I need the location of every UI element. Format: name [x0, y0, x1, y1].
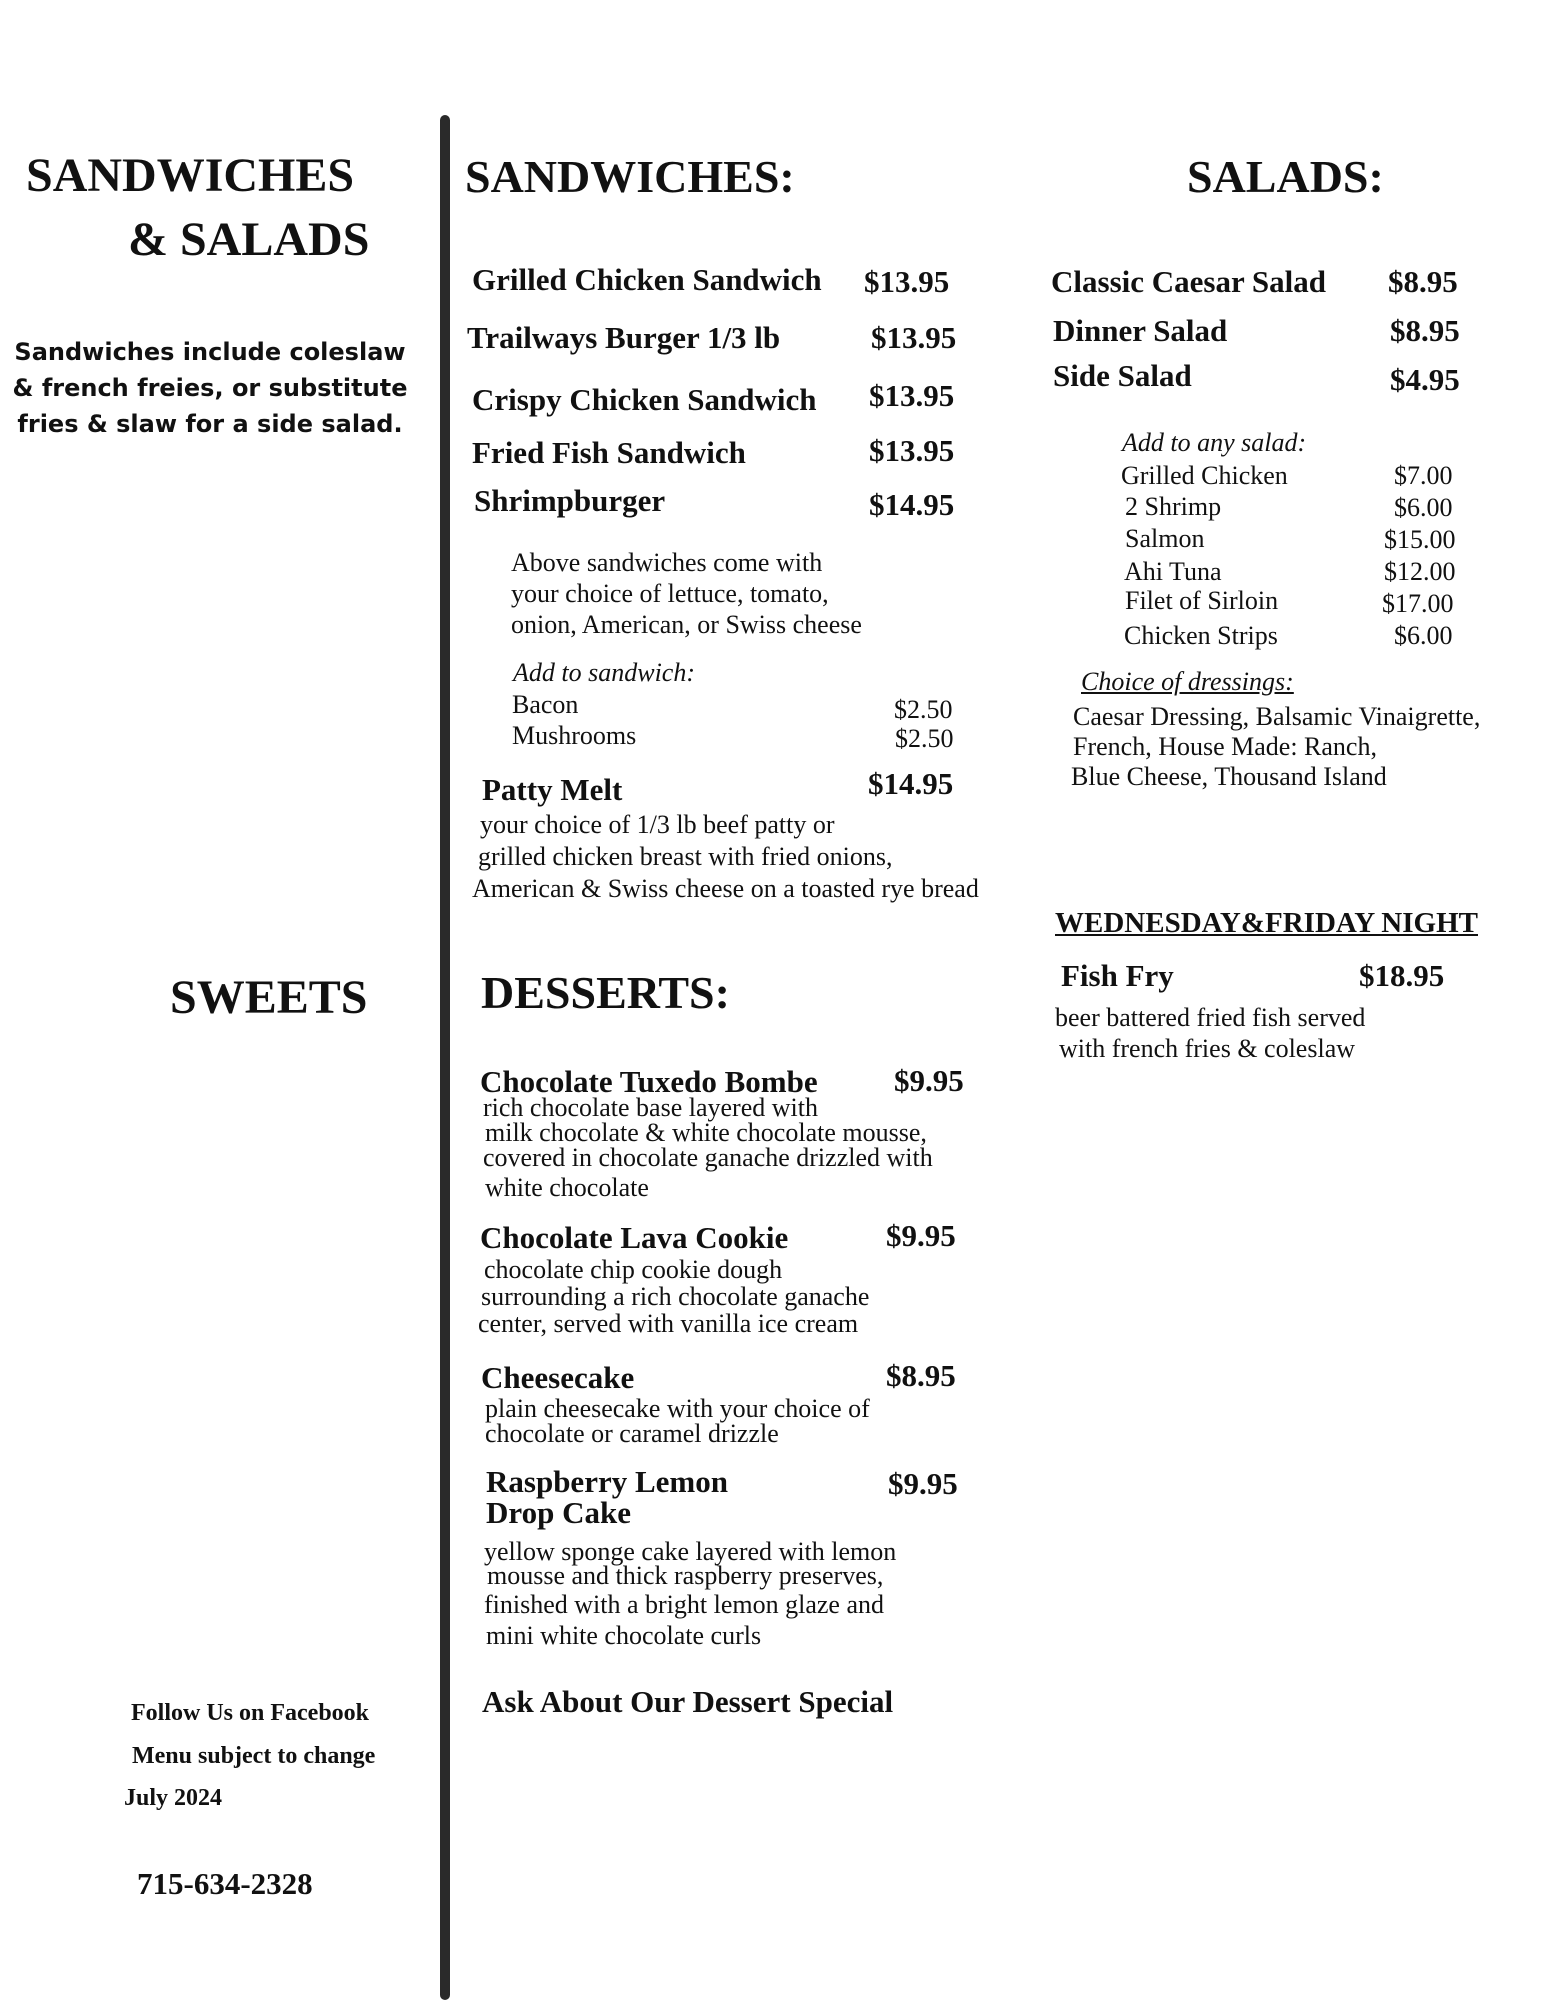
dessert-name-line: Raspberry Lemon [486, 1464, 728, 1499]
side-sweets-heading: SWEETS [170, 971, 368, 1024]
sandwich-item-price: $13.95 [869, 378, 955, 413]
dessert-item-price: $9.95 [888, 1466, 958, 1501]
salad-item-name: Side Salad [1053, 358, 1192, 393]
salad-item-price: $8.95 [1390, 313, 1460, 348]
dressings-label: Choice of dressings: [1081, 667, 1294, 696]
dressings-line: Caesar Dressing, Balsamic Vinaigrette, [1073, 702, 1481, 731]
dessert-item-name: Chocolate Lava Cookie [480, 1220, 789, 1255]
patty-melt-price: $14.95 [868, 766, 954, 801]
dessert-item-price: $8.95 [886, 1358, 956, 1393]
dessert-desc-line: mini white chocolate curls [486, 1621, 762, 1650]
sandwich-item-price: $13.95 [864, 264, 950, 299]
dessert-item-name: Cheesecake [481, 1360, 635, 1395]
sandwich-addon-price: $2.50 [894, 695, 953, 724]
salad-item-name: Dinner Salad [1053, 313, 1228, 348]
dessert-item-price: $9.95 [894, 1063, 964, 1098]
side-note-line: Sandwiches include coleslaw [14, 338, 406, 366]
dessert-desc-line: chocolate or caramel drizzle [485, 1419, 779, 1448]
sandwiches-note-line: onion, American, or Swiss cheese [511, 610, 862, 639]
dessert-desc-line: covered in chocolate ganache drizzled with [483, 1143, 933, 1172]
side-note-line: & french freies, or substitute [12, 374, 408, 402]
dessert-description [483, 1095, 933, 1200]
salad-addon-name: Ahi Tuna [1124, 557, 1222, 586]
salad-addon-name: 2 Shrimp [1125, 492, 1222, 521]
sandwich-addon-price: $2.50 [895, 724, 954, 753]
sandwiches-note [511, 547, 862, 640]
column-divider [440, 115, 450, 2000]
dessert-item-name [486, 1466, 728, 1528]
salad-item-name: Classic Caesar Salad [1051, 264, 1327, 299]
sandwich-item-name: Crispy Chicken Sandwich [472, 382, 817, 417]
sandwiches-note-line: your choice of lettuce, tomato, [511, 579, 829, 608]
special-item-name: Fish Fry [1061, 958, 1174, 993]
dessert-description [485, 1396, 870, 1446]
patty-melt-desc-line: grilled chicken breast with fried onions, [478, 842, 893, 871]
patty-melt-description [472, 809, 979, 905]
special-description [1055, 1002, 1365, 1064]
patty-melt-name: Patty Melt [482, 772, 623, 807]
sandwich-item-price: $13.95 [871, 320, 957, 355]
dessert-desc-line: white chocolate [485, 1173, 649, 1202]
dressings-list [1073, 702, 1480, 792]
sandwich-addon-name: Bacon [512, 690, 579, 719]
salad-addon-name: Grilled Chicken [1121, 461, 1288, 490]
dressings-line: French, House Made: Ranch, [1073, 732, 1377, 761]
special-item-price: $18.95 [1359, 958, 1445, 993]
dessert-special-note: Ask About Our Dessert Special [482, 1684, 894, 1719]
salad-addon-price: $17.00 [1382, 589, 1454, 618]
salad-addon-price: $7.00 [1394, 461, 1453, 490]
dessert-desc-line: chocolate chip cookie dough [484, 1255, 783, 1284]
dessert-desc-line: center, served with vanilla ice cream [478, 1309, 859, 1338]
special-heading: WEDNESDAY&FRIDAY NIGHT [1055, 907, 1478, 939]
dessert-desc-line: rich chocolate base layered with [483, 1093, 818, 1122]
salad-item-price: $8.95 [1388, 264, 1458, 299]
side-note-line: fries & slaw for a side salad. [17, 410, 403, 438]
sandwich-addon-name: Mushrooms [512, 721, 637, 750]
desserts-heading: DESSERTS: [481, 967, 730, 1018]
sandwich-item-name: Fried Fish Sandwich [472, 435, 746, 470]
footer-date: July 2024 [124, 1785, 223, 1811]
salad-addon-price: $15.00 [1384, 525, 1456, 554]
dessert-item-price: $9.95 [886, 1218, 956, 1253]
sandwich-item-name: Grilled Chicken Sandwich [472, 262, 822, 297]
dessert-desc-line: finished with a bright lemon glaze and [484, 1590, 885, 1619]
dressings-line: Blue Cheese, Thousand Island [1071, 762, 1387, 791]
salad-addon-price: $12.00 [1384, 557, 1456, 586]
side-title-line1: SANDWICHES [26, 149, 355, 202]
dessert-desc-line: milk chocolate & white chocolate mousse, [485, 1118, 927, 1147]
patty-melt-desc-line: your choice of 1/3 lb beef patty or [480, 810, 835, 839]
dessert-description [484, 1538, 896, 1650]
dessert-description [478, 1256, 869, 1337]
sandwiches-note-line: Above sandwiches come with [511, 548, 823, 577]
sandwich-item-price: $13.95 [869, 433, 955, 468]
side-note [0, 334, 420, 442]
salad-addon-name: Chicken Strips [1124, 621, 1278, 650]
sandwich-item-name: Shrimpburger [474, 483, 666, 518]
side-title-line2: & SALADS [128, 213, 370, 266]
special-desc-line: with french fries & coleslaw [1059, 1034, 1356, 1063]
dessert-desc-line: surrounding a rich chocolate ganache [481, 1282, 870, 1311]
salad-addon-price: $6.00 [1394, 493, 1453, 522]
patty-melt-desc-line: American & Swiss cheese on a toasted rye bread [472, 874, 979, 903]
sandwich-item-price: $14.95 [869, 487, 955, 522]
salads-heading: SALADS: [1187, 151, 1384, 202]
dessert-name-line: Drop Cake [486, 1495, 631, 1530]
footer-menu-note: Menu subject to change [132, 1743, 376, 1769]
dessert-desc-line: yellow sponge cake layered with lemon [484, 1537, 897, 1566]
salad-addon-name: Salmon [1125, 524, 1205, 553]
salad-addon-price: $6.00 [1394, 621, 1453, 650]
sandwich-item-name: Trailways Burger 1/3 lb [467, 320, 781, 355]
footer-facebook: Follow Us on Facebook [131, 1700, 370, 1726]
dessert-desc-line: plain cheesecake with your choice of [485, 1394, 870, 1423]
dessert-desc-line: mousse and thick raspberry preserves, [487, 1561, 884, 1590]
salad-addon-name: Filet of Sirloin [1125, 586, 1279, 615]
dessert-item-name: Chocolate Tuxedo Bombe [480, 1064, 818, 1099]
sandwich-addon-label: Add to sandwich: [513, 658, 695, 687]
salad-addon-label: Add to any salad: [1122, 428, 1307, 457]
footer-phone: 715-634-2328 [137, 1866, 313, 1901]
special-desc-line: beer battered fried fish served [1055, 1003, 1366, 1032]
sandwiches-heading: SANDWICHES: [465, 151, 795, 202]
salad-item-price: $4.95 [1390, 362, 1460, 397]
